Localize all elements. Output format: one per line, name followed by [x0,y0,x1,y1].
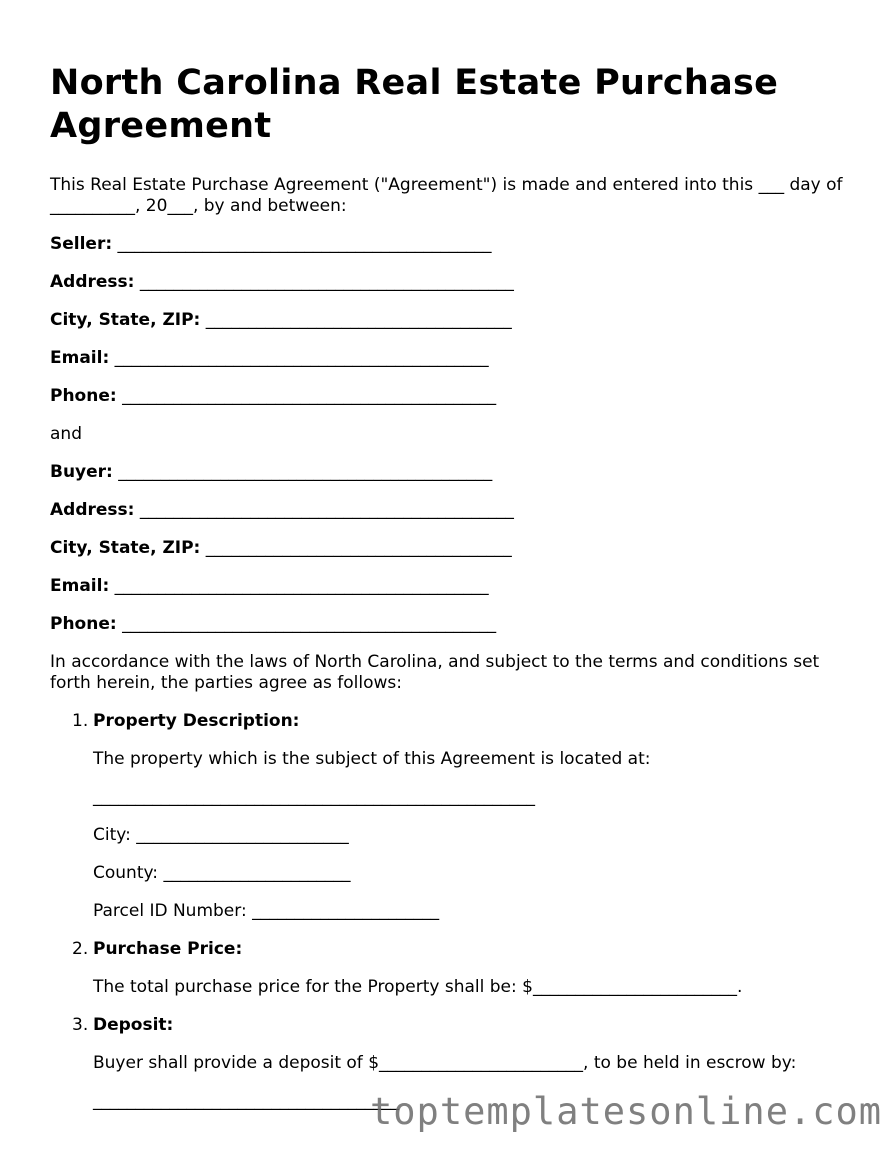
field-blank: ____________________________________________ [139,272,514,292]
field-blank: ____________________________________ [205,310,512,330]
field-blank: ____________________________________________ [114,348,489,368]
section-number: 3. [72,1015,89,1035]
section-heading: Property Description: [93,711,300,731]
property-address-blank: ____________________________________________________ [93,787,535,807]
field-label: Buyer: [50,462,113,482]
property-city-field: City: _________________________ [93,825,349,845]
buyer-address-field [50,500,850,521]
seller-phone-field [50,386,850,407]
section-deposit-heading [50,1015,850,1036]
buyer-name-field [50,462,850,483]
seller-city-state-zip-field [50,310,850,331]
escrow-holder-blank: ____________________________________ [93,1091,399,1111]
property-parcel-id-field: Parcel ID Number: ______________________ [93,901,440,921]
section-number: 1. [72,711,89,731]
section-purchase-price-heading [50,939,850,960]
field-label: Address: [50,272,135,292]
property-location-text: The property which is the subject of this Agreement is located at: [93,749,651,769]
buyer-city-state-zip-field [50,538,850,559]
field-label: Email: [50,576,110,596]
document-title: North Carolina Real Estate Purchase Agreement [50,63,779,146]
buyer-phone-field [50,614,850,635]
and-text: and [50,424,82,444]
buyer-email-field [50,576,850,597]
deposit-text: Buyer shall provide a deposit of $________________________, to be held in escrow by: [93,1053,797,1073]
field-blank: ____________________________________________ [122,386,497,406]
property-county-field: County: ______________________ [93,863,351,883]
field-label: Seller: [50,234,113,254]
field-blank: ____________________________________________ [117,234,492,254]
accordance-paragraph: In accordance with the laws of North Carolina, and subject to the terms and conditions set forth herein, the parties agree as follows: [50,652,820,693]
field-label: City, State, ZIP: [50,538,201,558]
intro-paragraph: This Real Estate Purchase Agreement ("Agreement") is made and entered into this ___ day of __________, 20___, by and between: [50,175,843,216]
field-label: Phone: [50,386,117,406]
document-page [50,62,850,1129]
section-number: 2. [72,939,89,959]
field-label: City, State, ZIP: [50,310,201,330]
seller-name-field [50,234,850,255]
field-blank: ____________________________________________ [122,614,497,634]
field-blank: ____________________________________________ [139,500,514,520]
field-blank: ____________________________________________ [114,576,489,596]
section-heading: Deposit: [93,1015,174,1035]
seller-email-field [50,348,850,369]
section-property-description-heading [50,711,850,732]
field-blank: ____________________________________ [205,538,512,558]
field-label: Email: [50,348,110,368]
field-label: Phone: [50,614,117,634]
field-blank: ____________________________________________ [118,462,493,482]
field-label: Address: [50,500,135,520]
section-heading: Purchase Price: [93,939,243,959]
watermark: toptemplatesonline.com [370,1090,883,1133]
purchase-price-text: The total purchase price for the Property shall be: $________________________. [93,977,743,997]
seller-address-field [50,272,850,293]
